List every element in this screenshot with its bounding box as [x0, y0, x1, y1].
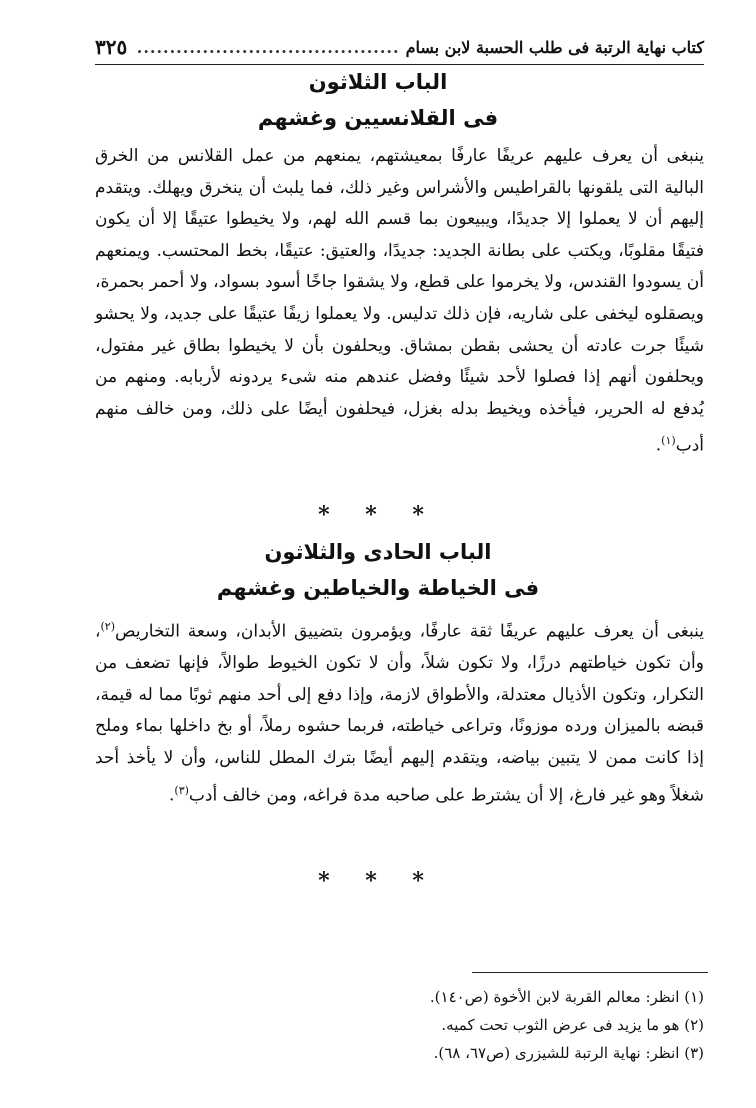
chapter-30-paragraph	[95, 141, 704, 463]
chapter-31-subheading: فى الخياطة والخياطين وغشهم	[216, 576, 540, 600]
footnote-ref-2: (٢)	[100, 620, 116, 633]
chapter-30-subheading: فى القلانسيين وغشهم	[257, 106, 499, 130]
footnote-2: (٢) هو ما يزيد فى عرض الثوب تحت كميه.	[441, 1016, 704, 1034]
chapter-31-end: .	[168, 785, 175, 806]
chapter-30-text: ينبغى أن يعرف عليهم عريفًا عارفًا بمعيشتهم، يمنعهم من عمل القلانس من الخرق البالية التى يلقونها بالقراطيس والأشراس وغير ذلك، فما يلبث أن ينخرق ويهلك. ويتقدم إليهم أن لا يعملوا إلا جديدًا، ويبيعون بما قسم الله لهم، ولا يخيطوا عتيقًا إلا أن يكون فتيقًا مقلوبًا، ويكتب على بطانة الجديد: جديدًا، والعتيق: عتيقًا، بخط المحتسب. ويمنعهم أن يسودوا القندس، ولا يخرموا على قطع، ولا يشقوا جاخًا أسود بسواد، ولا أحمر بحمرة، ويصقلوه ليخفى على شاريه، فإن ذلك تدليس. ولا يعملوا زيفًا عتيقًا على جديد، ولا يحشو شيئًا جرت عادته أن يحشى بقطن بمشاق. ويحلفون بأن لا يخيطوا بطاق غير مفتول، ويحلفون أنهم إذا فصلوا لأحد شيئًا وفضل عندهم منه شىء يردونه لأربابه. ومنهم من يُدفع له الحرير، فيأخذه ويخيط بدله بغزل، فيحلفون أيضًا على ذلك، ومن خالف منهم أدب	[95, 146, 704, 456]
footnote-ref-1: (١)	[661, 434, 676, 448]
chapter-31-heading: الباب الحادى والثلاثون	[264, 540, 492, 564]
page-number: ٣٢٥	[95, 35, 128, 59]
chapter-31-text-a: ينبغى أن يعرف عليهم عريفًا ثقة عارفًا، ويؤمرون بتضييق الأبدان، وسعة التخاريص	[115, 621, 704, 642]
footnote-1: (١) انظر: معالم القربة لابن الأخوة (ص١٤٠).	[429, 988, 704, 1006]
running-head	[95, 30, 704, 65]
chapter-30-end: .	[655, 436, 662, 456]
chapter-30-heading: الباب الثلاثون	[308, 70, 448, 94]
footnote-ref-3: (٣)	[174, 783, 189, 797]
chapter-31-text-b: ، وأن تكون خياطتهم درزًا، ولا تكون شلاً، وأن لا تكون الخيوط طوالاً، فإنها تضعف من التكرار، وتكون الأذيال معتدلة، والأطواق لازمة، وإذا دفع إلى أحد منهم ثوبًا مما له قيمة، قبضه بالميزان ورده موزونًا، وتراعى خياطته، فربما حشوه رملاً، أو بخ داخلها بماء وملح إذا كانت ممن لا يتبين بياضه، ويتقدم إليهم أيضًا بترك المطل للناس، وأن لا يأخذ أحد شغلاً وهو غير فارغ، إلا أن يشترط على صاحبه مدة فراغه، ومن خالف أدب	[95, 621, 704, 806]
footnote-rule	[472, 972, 708, 973]
chapter-31-paragraph	[95, 611, 704, 812]
footnote-3: (٣) انظر: نهاية الرتبة للشيزرى (ص٦٧، ٦٨).	[433, 1044, 704, 1062]
section-separator: * * *	[318, 502, 438, 528]
running-head-title: كتاب نهاية الرتبة فى طلب الحسبة لابن بسام	[405, 37, 704, 57]
leader-dots: ........................................	[136, 37, 400, 57]
section-separator: * * *	[318, 868, 438, 894]
